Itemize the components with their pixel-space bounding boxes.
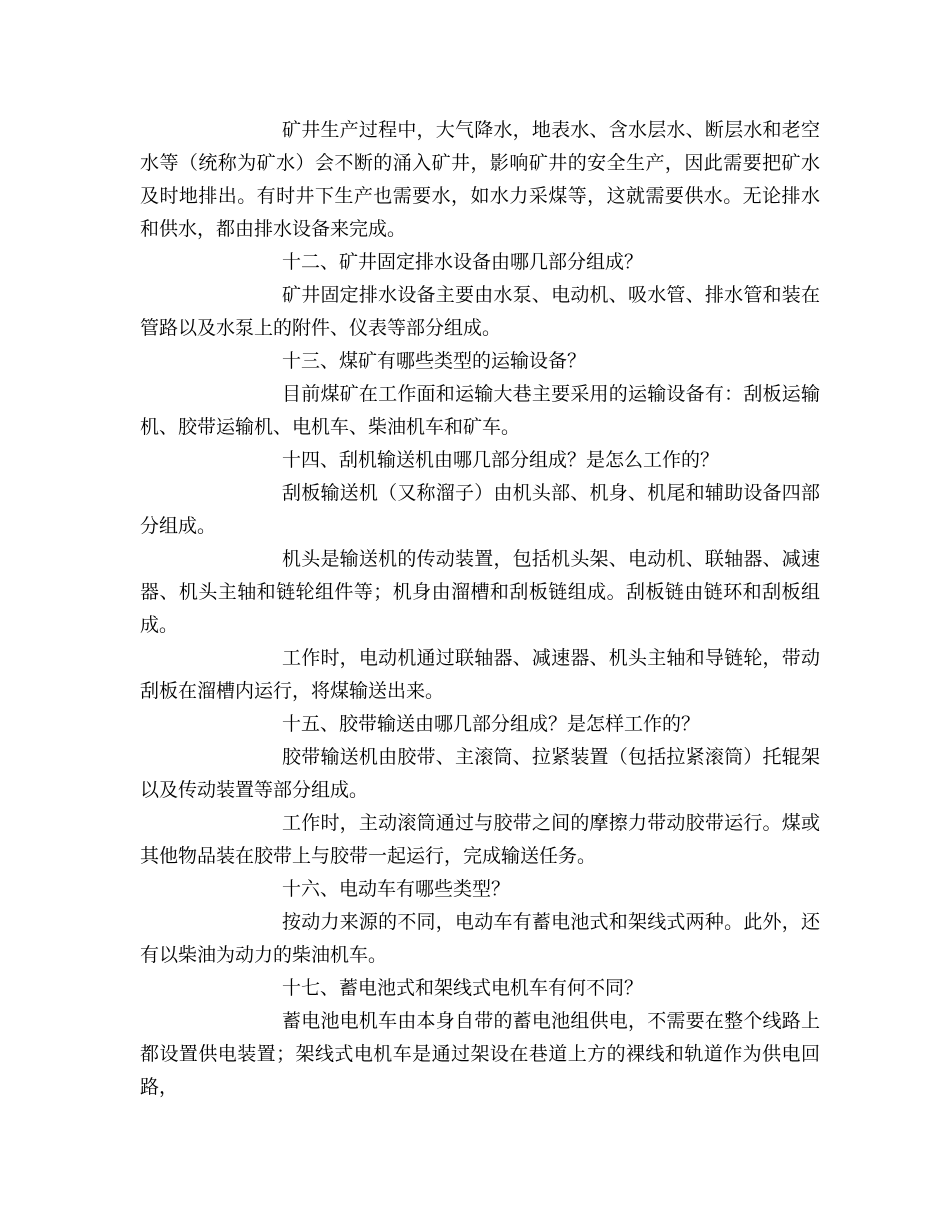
answer-17-paragraph: 蓄电池电机车由本身自带的蓄电池组供电，不需要在整个线路上都设置供电装置；架线式电机车是通过架设在巷道上方的裸线和轨道作为供电回路，: [140, 1010, 820, 1098]
answer-12-paragraph: 矿井固定排水设备主要由水泵、电动机、吸水管、排水管和装在管路以及水泵上的附件、仪表等部分组成。: [140, 284, 820, 339]
question-16-heading: 十六、电动车有哪些类型？: [282, 878, 511, 900]
question-12-heading: 十二、矿井固定排水设备由哪几部分组成？: [282, 251, 644, 273]
question-17-heading: 十七、蓄电池式和架线式电机车有何不同？: [282, 977, 644, 999]
question-13-heading: 十三、煤矿有哪些类型的运输设备？: [282, 350, 587, 372]
question-14-heading: 十四、刮机输送机由哪几部分组成？是怎么工作的？: [282, 449, 720, 471]
answer-14-paragraph-3: 工作时，电动机通过联轴器、减速器、机头主轴和导链轮，带动刮板在溜槽内运行，将煤输送出来。: [140, 647, 820, 702]
answer-16-paragraph: 按动力来源的不同，电动车有蓄电池式和架线式两种。此外，还有以柴油为动力的柴油机车。: [140, 911, 820, 966]
answer-14-paragraph-2: 机头是输送机的传动装置，包括机头架、电动机、联轴器、减速器、机头主轴和链轮组件等；机身由溜槽和刮板链组成。刮板链由链环和刮板组成。: [140, 548, 820, 636]
paragraph-mine-water-intro: 矿井生产过程中，大气降水，地表水、含水层水、断层水和老空水等（统称为矿水）会不断的涌入矿井，影响矿井的安全生产，因此需要把矿水及时地排出。有时井下生产也需要水，如水力采煤等，这就需要供水。无论排水和供水，都由排水设备来完成。: [140, 119, 820, 240]
question-15-heading: 十五、胶带输送由哪几部分组成？是怎样工作的？: [282, 713, 701, 735]
answer-13-paragraph: 目前煤矿在工作面和运输大巷主要采用的运输设备有：刮板运输机、胶带运输机、电机车、柴油机车和矿车。: [140, 383, 820, 438]
answer-14-paragraph-1: 刮板输送机（又称溜子）由机头部、机身、机尾和辅助设备四部分组成。: [140, 482, 820, 537]
document-page: [140, 114, 820, 1104]
answer-15-paragraph-1: 胶带输送机由胶带、主滚筒、拉紧装置（包括拉紧滚筒）托辊架以及传动装置等部分组成。: [140, 746, 820, 801]
answer-15-paragraph-2: 工作时，主动滚筒通过与胶带之间的摩擦力带动胶带运行。煤或其他物品装在胶带上与胶带一起运行，完成输送任务。: [140, 812, 820, 867]
